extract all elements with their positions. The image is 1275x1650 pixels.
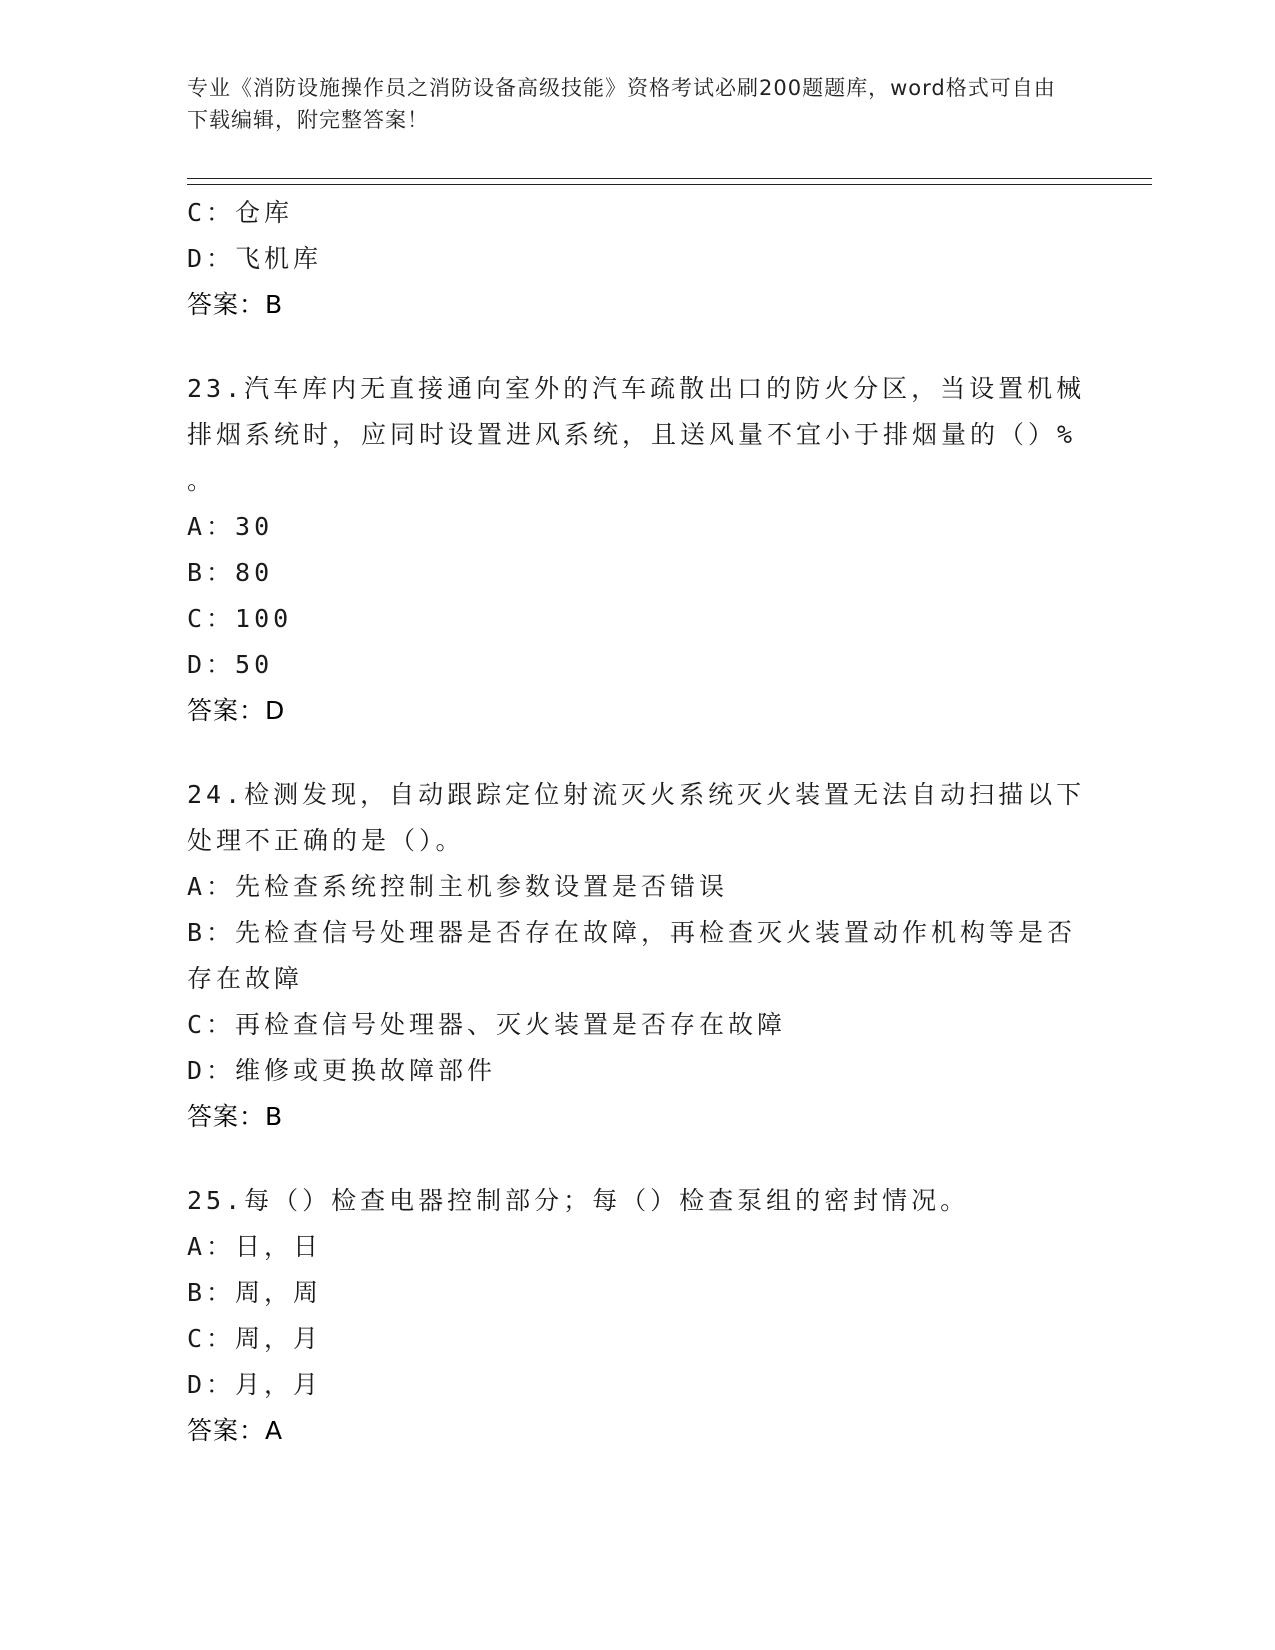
- option-b: B：周，周: [187, 1278, 323, 1307]
- question-text-line: 23.汽车库内无直接通向室外的汽车疏散出口的防火分区，当设置机械: [187, 374, 1086, 403]
- question-text-line: 排烟系统时，应同时设置进风系统，且送风量不宜小于排烟量的（）%: [187, 420, 1077, 449]
- document-header: 专业《消防设施操作员之消防设备高级技能》资格考试必刷200题题库，word格式可自由下载编辑，附完整答案！: [187, 76, 1056, 132]
- option-b: B：先检查信号处理器是否存在故障，再检查灭火装置动作机构等是否: [187, 918, 1077, 947]
- question-text-line: 。: [187, 466, 217, 495]
- question-23: [187, 366, 1087, 734]
- question-text-line: 处理不正确的是（）。: [187, 826, 465, 855]
- option-c: C：再检查信号处理器、灭火装置是否存在故障: [187, 1010, 787, 1039]
- answer-line: 答案：A: [187, 1416, 284, 1445]
- option-c: C：周，月: [187, 1324, 323, 1353]
- option-a: A：先检查系统控制主机参数设置是否错误: [187, 872, 729, 901]
- question-24: [187, 772, 1087, 1140]
- question-25: [187, 1178, 1087, 1454]
- option-a: A：日，日: [187, 1232, 323, 1261]
- option-a: A：30: [187, 512, 274, 541]
- continued-question: [187, 190, 1087, 328]
- question-text-line: 24.检测发现，自动跟踪定位射流灭火系统灭火装置无法自动扫描以下: [187, 780, 1086, 809]
- option-b: B：80: [187, 558, 274, 587]
- answer-line: 答案：B: [187, 290, 284, 319]
- option-d: D：飞机库: [187, 244, 323, 273]
- option-b-continued: 存在故障: [187, 964, 304, 993]
- question-text-line: 25.每（）检查电器控制部分；每（）检查泵组的密封情况。: [187, 1186, 970, 1215]
- option-d: D：月，月: [187, 1370, 323, 1399]
- header-divider: [187, 178, 1152, 185]
- option-c: C：100: [187, 604, 293, 633]
- option-c: C：仓库: [187, 198, 294, 227]
- option-d: D：维修或更换故障部件: [187, 1056, 497, 1085]
- answer-line: 答案：D: [187, 696, 286, 725]
- option-d: D：50: [187, 650, 274, 679]
- answer-line: 答案：B: [187, 1102, 284, 1131]
- document-body: [187, 190, 1087, 1454]
